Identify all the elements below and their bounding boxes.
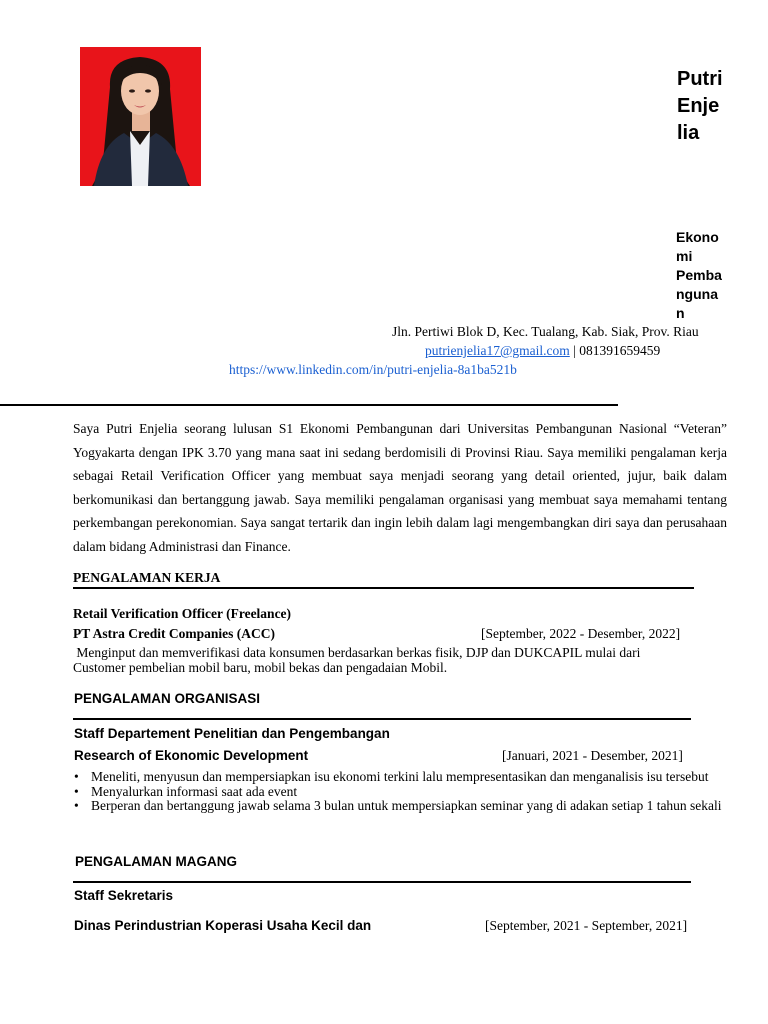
internship-date: [September, 2021 - September, 2021]	[485, 918, 688, 933]
list-item	[73, 785, 725, 800]
name-line: lia	[677, 122, 700, 144]
section-heading-organization: PENGALAMAN ORGANISASI	[74, 691, 261, 706]
profile-photo	[80, 47, 201, 186]
internship-role: Staff Sekretaris	[74, 888, 174, 903]
list-item	[73, 799, 725, 814]
org-unit: Research of Ekonomic Development	[74, 748, 309, 763]
bullet-icon: •	[74, 783, 79, 799]
name-line: Enje	[677, 95, 720, 117]
section-heading-work: PENGALAMAN KERJA	[73, 570, 221, 585]
linkedin-link[interactable]: https://www.linkedin.com/in/putri-enjelia-8a1ba521b	[229, 362, 517, 377]
phone-number: 081391659459	[579, 343, 661, 358]
major-line: n	[676, 305, 685, 321]
study-program	[676, 228, 756, 323]
major-line: mi	[676, 248, 693, 264]
address: Jln. Pertiwi Blok D, Kec. Tualang, Kab. Siak, Prov. Riau	[392, 324, 699, 339]
job-description	[73, 645, 693, 675]
internship-unit: Dinas Perindustrian Koperasi Usaha Kecil dan	[74, 918, 372, 933]
list-item-text: Meneliti, menyusun dan mempersiapkan isu ekonomi terkini lalu mempresentasikan dan menganalisis isu tersebut	[91, 769, 709, 784]
contact-separator: |	[569, 343, 580, 358]
email-phone-line	[425, 342, 660, 360]
bullet-icon: •	[74, 769, 79, 784]
portrait-image	[80, 47, 201, 186]
name-line: Putri	[677, 68, 723, 90]
major-line: nguna	[676, 286, 718, 302]
job-title: Retail Verification Officer (Freelance)	[73, 606, 292, 621]
job-company: PT Astra Credit Companies (ACC)	[73, 626, 275, 641]
section-divider	[73, 881, 691, 883]
major-line: Ekono	[676, 229, 719, 245]
section-divider	[73, 587, 694, 589]
job-date: [September, 2022 - Desember, 2022]	[481, 626, 681, 641]
org-date: [Januari, 2021 - Desember, 2021]	[502, 748, 683, 763]
list-item-text: Berperan dan bertanggung jawab selama 3 bulan untuk mempersiapkan seminar yang di adakan setiap 1 tahun sekali	[91, 798, 722, 813]
major-line: Pemba	[676, 267, 722, 283]
list-item	[73, 770, 725, 785]
header-divider	[0, 404, 618, 406]
section-divider	[73, 718, 691, 720]
org-role: Staff Departement Penelitian dan Pengembangan	[74, 726, 390, 741]
job-description-text: Menginput dan memverifikasi data konsumen berdasarkan berkas fisik, DJP dan DUKCAPIL mulai dari Customer pembelian mobil baru, mobil bekas dan pengadaian Mobil.	[73, 645, 644, 675]
org-task-list	[73, 770, 725, 814]
email-link[interactable]: putrienjelia17@gmail.com	[425, 343, 570, 358]
list-item-text: Menyalurkan informasi saat ada event	[91, 783, 298, 799]
bullet-icon: •	[74, 798, 79, 813]
profile-summary: Saya Putri Enjelia seorang lulusan S1 Ekonomi Pembangunan dari Universitas Pembangunan Nasional “Veteran” Yogyakarta dengan IPK 3.70 yang mana saat ini sedang berdomisili di Provinsi Riau. Saya memiliki pengalaman kerja sebagai Retail Verification Officer yang membuat saya menjadi seorang yang detail oriented, jujur, baik dalam berkomunikasi dan bertanggung jawab. Saya memiliki pengalaman organisasi yang membuat saya memahami tentang perkembangan perekonomian. Saya sangat tertarik dan ingin lebih dalam lagi mengembangkan diri saya dan perusahaan dalam bidang Administrasi dan Finance.	[73, 421, 727, 554]
person-name	[677, 66, 757, 147]
section-heading-internship: PENGALAMAN MAGANG	[75, 854, 237, 869]
